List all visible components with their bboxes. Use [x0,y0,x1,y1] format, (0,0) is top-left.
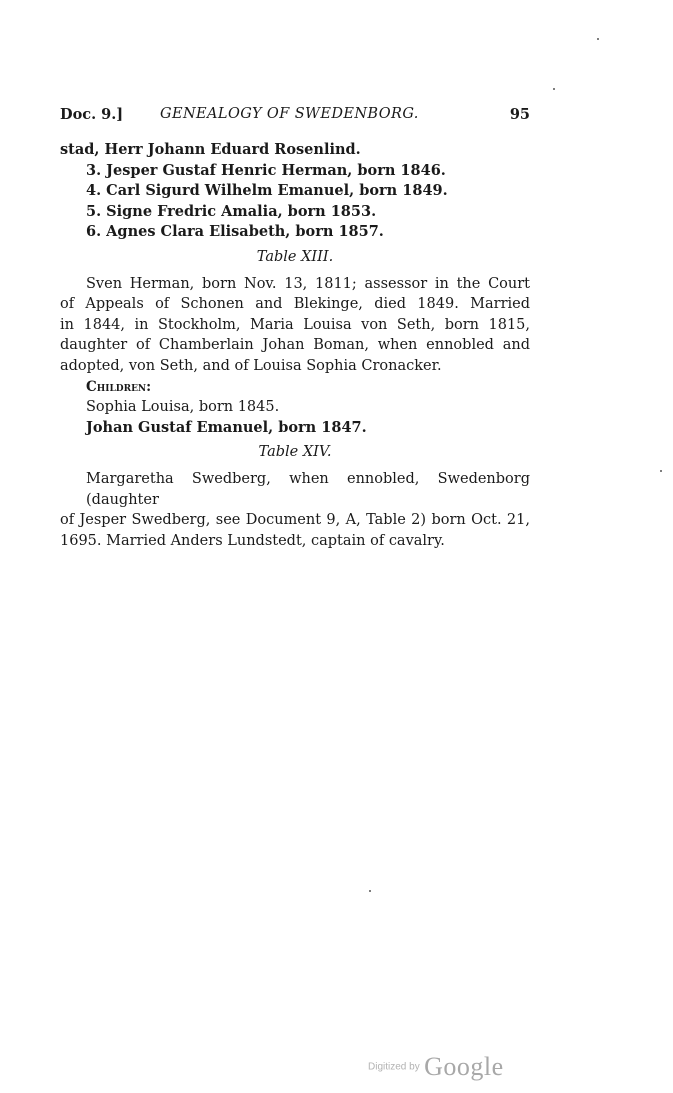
document-reference: Doc. 9.] [60,106,124,123]
table-xiii-heading: Table XIII. [256,248,334,265]
paragraph-line: Margaretha Swedberg, when ennobled, Swedenborg (daughter [86,470,530,508]
paragraph-line: in 1844, in Stockholm, Maria Louisa von Seth, born 1815, [60,316,530,333]
table-xiii-paragraph [60,274,530,377]
children-label: Children: [86,378,152,395]
child-item: Johan Gustaf Emanuel, born 1847. [86,418,367,436]
scan-speck [369,890,371,892]
paragraph-line: 1695. Married Anders Lundstedt, captain of cavalry. [60,532,445,549]
digitized-watermark [368,1052,504,1082]
table-xiv-heading: Table XIV. [258,444,332,461]
running-header [60,106,530,128]
paragraph-line: daughter of Chamberlain Johan Boman, when ennobled and [60,337,530,354]
child-item: Sophia Louisa, born 1845. [86,399,280,416]
scan-speck [597,38,599,40]
paragraph-line: adopted, von Seth, and of Louisa Sophia Cronacker. [60,357,442,374]
digitized-by-text: Digitized by [368,1061,420,1073]
table-xiv-paragraph [60,469,530,551]
paragraph-line: Sven Herman, born Nov. 13, 1811; assessor in the Court [86,275,530,292]
page-title: GENEALOGY OF SWEDENBORG. [160,106,419,122]
paragraph-line: of Jesper Swedberg, see Document 9, A, Table 2) born Oct. 21, [60,512,530,529]
page-number: 95 [509,106,530,123]
continued-line: stad, Herr Johann Eduard Rosenlind. [60,141,361,158]
list-item: 4. Carl Sigurd Wilhelm Emanuel, born 1849. [86,182,448,200]
paragraph-line: of Appeals of Schonen and Blekinge, died 1849. Married [60,296,530,313]
scan-speck [660,470,662,472]
page-body [60,140,530,551]
scan-speck [553,88,555,90]
list-item: 6. Agnes Clara Elisabeth, born 1857. [86,223,384,241]
google-logo: Google [424,1052,504,1081]
list-item: 5. Signe Fredric Amalia, born 1853. [86,202,377,220]
list-item: 3. Jesper Gustaf Henric Herman, born 1846. [86,161,446,179]
